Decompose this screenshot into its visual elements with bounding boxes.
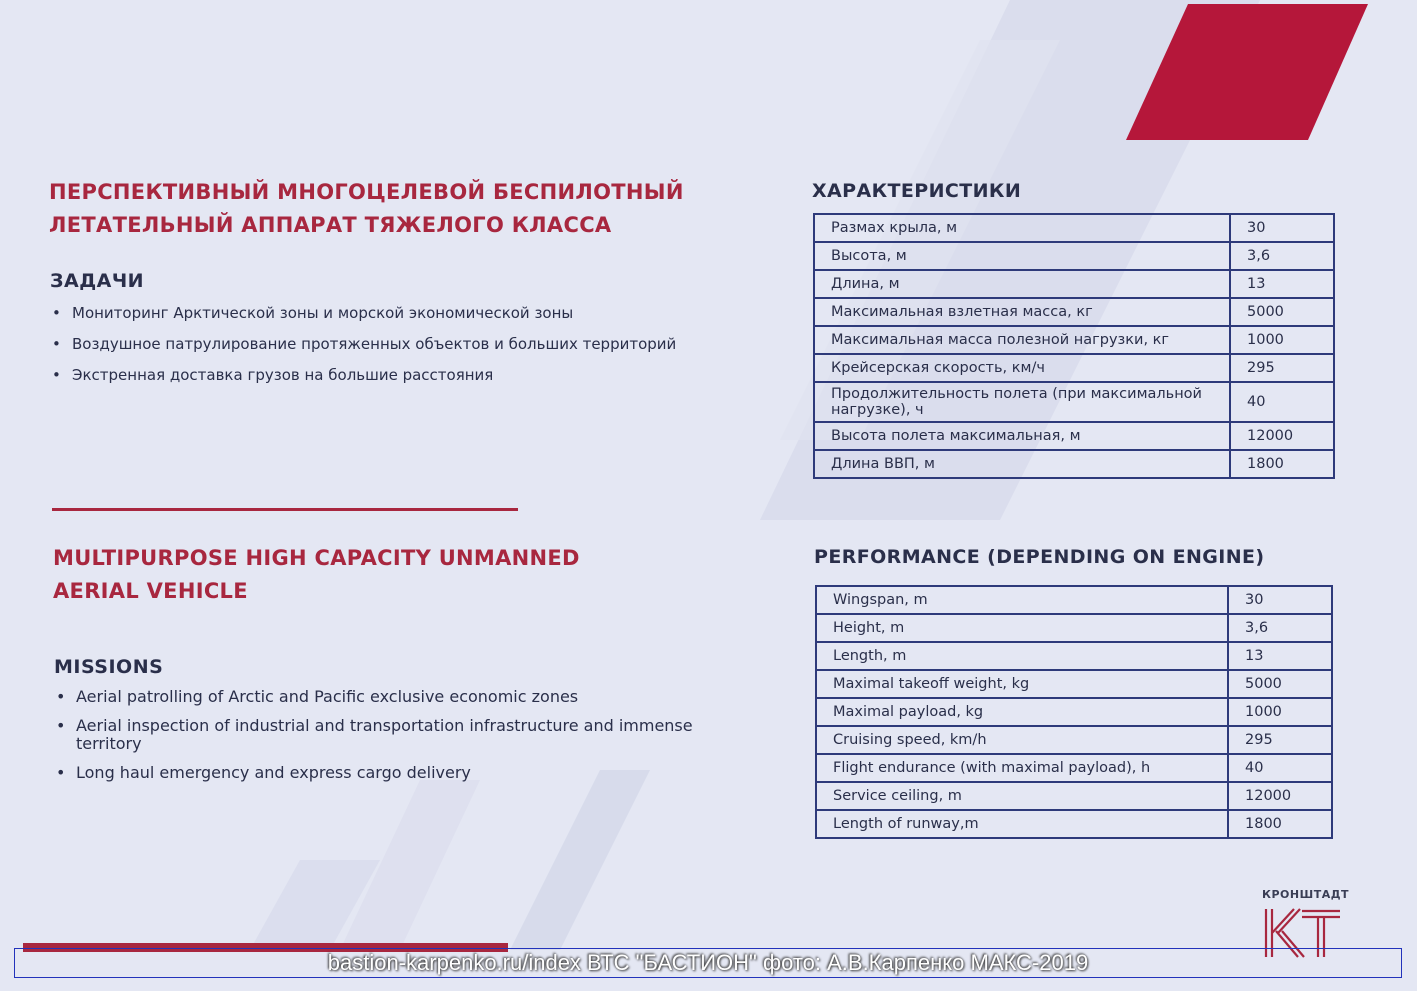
ru-title-line2: ЛЕТАТЕЛЬНЫЙ АППАРАТ ТЯЖЕЛОГО КЛАССА: [49, 213, 612, 237]
table-row: [814, 354, 1334, 382]
spec-label: Длина, м: [814, 270, 1230, 298]
list-item: • Воздушное патрулирование протяженных объектов и больших территорий: [50, 335, 750, 366]
spec-value: 5000: [1230, 298, 1334, 326]
watermark-banner: bastion-karpenko.ru/index ВТС "БАСТИОН" фото: А.В.Карпенко МАКС-2019: [14, 948, 1402, 978]
table-row: [816, 614, 1332, 642]
spec-label: Flight endurance (with maximal payload), h: [816, 754, 1228, 782]
spec-value: 13: [1230, 270, 1334, 298]
spec-label: Максимальная масса полезной нагрузки, кг: [814, 326, 1230, 354]
ru-title-line1: ПЕРСПЕКТИВНЫЙ МНОГОЦЕЛЕВОЙ БЕСПИЛОТНЫЙ: [49, 180, 684, 204]
list-item: • Aerial inspection of industrial and transportation infrastructure and immense territory: [54, 717, 714, 753]
table-row: [816, 642, 1332, 670]
ru-tasks-heading: ЗАДАЧИ: [50, 270, 145, 292]
en-missions-heading: MISSIONS: [54, 656, 164, 678]
table-row: [814, 214, 1334, 242]
spec-label: Высота полета максимальная, м: [814, 422, 1230, 450]
spec-label: Maximal payload, kg: [816, 698, 1228, 726]
spec-value: 13: [1228, 642, 1332, 670]
spec-value: 1000: [1228, 698, 1332, 726]
table-row: [814, 382, 1334, 422]
spec-value: 5000: [1228, 670, 1332, 698]
spec-label: Maximal takeoff weight, kg: [816, 670, 1228, 698]
en-title-line2: AERIAL VEHICLE: [53, 579, 248, 603]
spec-label: Service ceiling, m: [816, 782, 1228, 810]
spec-value: 1800: [1228, 810, 1332, 838]
spec-value: 30: [1230, 214, 1334, 242]
ru-specs-heading: ХАРАКТЕРИСТИКИ: [812, 180, 1022, 202]
table-row: [816, 782, 1332, 810]
list-item: • Экстренная доставка грузов на большие расстояния: [50, 366, 750, 397]
table-row: [814, 242, 1334, 270]
spec-label: Wingspan, m: [816, 586, 1228, 614]
spec-label: Length of runway,m: [816, 810, 1228, 838]
spec-label: Высота, м: [814, 242, 1230, 270]
spec-label: Крейсерская скорость, км/ч: [814, 354, 1230, 382]
en-specs-heading: PERFORMANCE (DEPENDING ON ENGINE): [814, 546, 1265, 568]
spec-label: Height, m: [816, 614, 1228, 642]
spec-label: Длина ВВП, м: [814, 450, 1230, 478]
spec-value: 12000: [1230, 422, 1334, 450]
table-row: [816, 754, 1332, 782]
table-row: [814, 326, 1334, 354]
spec-label: Продолжительность полета (при максимальной нагрузке), ч: [814, 382, 1230, 422]
table-row: [816, 726, 1332, 754]
spec-value: 295: [1230, 354, 1334, 382]
spec-value: 295: [1228, 726, 1332, 754]
en-missions-list: [54, 688, 714, 793]
spec-label: Максимальная взлетная масса, кг: [814, 298, 1230, 326]
spec-value: 40: [1230, 382, 1334, 422]
spec-value: 1800: [1230, 450, 1334, 478]
spec-value: 1000: [1230, 326, 1334, 354]
table-row: [816, 670, 1332, 698]
table-row: [816, 698, 1332, 726]
list-item: • Long haul emergency and express cargo delivery: [54, 764, 714, 782]
list-item: • Мониторинг Арктической зоны и морской экономической зоны: [50, 304, 750, 335]
table-row: [814, 450, 1334, 478]
table-row: [816, 586, 1332, 614]
table-row: [814, 270, 1334, 298]
en-specs-table: [815, 585, 1333, 839]
spec-value: 3,6: [1228, 614, 1332, 642]
en-title: [53, 542, 753, 608]
logo-wordmark: КРОНШТАДТ: [1262, 888, 1350, 901]
table-row: [814, 422, 1334, 450]
spec-label: Length, m: [816, 642, 1228, 670]
ru-title: [49, 176, 749, 242]
spec-value: 30: [1228, 586, 1332, 614]
spec-label: Размах крыла, м: [814, 214, 1230, 242]
spec-value: 40: [1228, 754, 1332, 782]
table-row: [816, 810, 1332, 838]
section-divider: [52, 508, 518, 511]
spec-value: 3,6: [1230, 242, 1334, 270]
list-item: • Aerial patrolling of Arctic and Pacific exclusive economic zones: [54, 688, 714, 706]
ru-tasks-list: [50, 304, 750, 397]
ru-specs-table: [813, 213, 1335, 479]
en-title-line1: MULTIPURPOSE HIGH CAPACITY UNMANNED: [53, 546, 580, 570]
table-row: [814, 298, 1334, 326]
spec-value: 12000: [1228, 782, 1332, 810]
spec-label: Cruising speed, km/h: [816, 726, 1228, 754]
